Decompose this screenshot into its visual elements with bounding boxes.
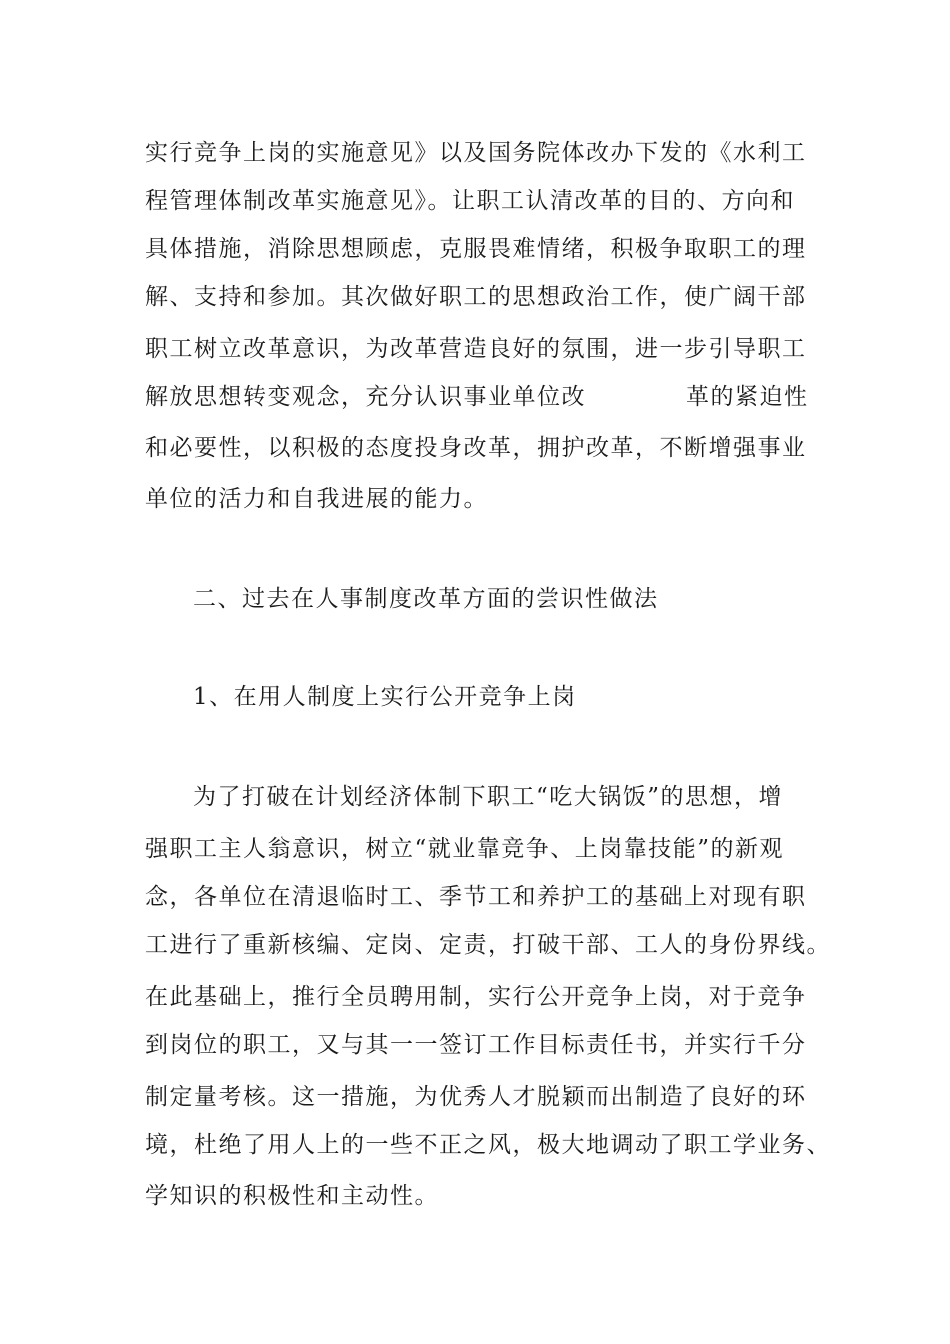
paragraph-2-line: 在此基础上，推行全员聘用制，实行公开竞争上岗，对于竞争 (145, 984, 807, 1010)
paragraph-2-line: 境，杜绝了用人上的一些不正之风，极大地调动了职工学业务、 (145, 1132, 831, 1158)
paragraph-2-line: 念，各单位在清退临时工、季节工和养护工的基础上对现有职 (145, 884, 807, 910)
paragraph-2-line: 制定量考核。这一措施，为优秀人才脱颖而出制造了良好的环 (145, 1084, 807, 1110)
paragraph-1-line-right: 革的紧迫性 (686, 384, 809, 410)
section-heading: 二、过去在人事制度改革方面的尝识性做法 (193, 586, 659, 612)
paragraph-1-line-split (145, 382, 809, 412)
paragraph-2-line: 到岗位的职工，又与其一一签订工作目标责任书，并实行千分 (145, 1032, 807, 1058)
paragraph-2-line: 为了打破在计划经济体制下职工“吃大锅饭”的思想，增 (193, 784, 784, 810)
paragraph-2-line: 强职工主人翁意识，树立“就业靠竞争、上岗靠技能”的新观 (145, 836, 785, 862)
paragraph-1-line: 职工树立改革意识，为改革营造良好的氛围，进一步引导职工 (145, 336, 807, 362)
paragraph-1-line: 和必要性，以积极的态度投身改革，拥护改革，不断增强事业 (145, 435, 807, 461)
paragraph-1-line: 单位的活力和自我进展的能力。 (145, 486, 488, 512)
paragraph-1-line: 程管理体制改革实施意见》。让职工认清改革的目的、方向和 (145, 188, 795, 214)
paragraph-1-line-left: 解放思想转变观念，充分认识事业单位改 (145, 384, 586, 410)
paragraph-1-line: 解、支持和参加。其次做好职工的思想政治工作，使广阔干部 (145, 284, 807, 310)
paragraph-1-line: 具体措施，消除思想顾虑，克服畏难情绪，积极争取职工的理 (145, 236, 807, 262)
subsection-heading: 1、在用人制度上实行公开竞争上岗 (193, 684, 577, 710)
paragraph-1-line: 实行竞争上岗的实施意见》以及国务院体改办下发的《水利工 (145, 140, 807, 166)
paragraph-2-line: 学知识的积极性和主动性。 (145, 1183, 439, 1209)
paragraph-2-line: 工进行了重新核编、定岗、定责，打破干部、工人的身份界线。 (145, 932, 831, 958)
